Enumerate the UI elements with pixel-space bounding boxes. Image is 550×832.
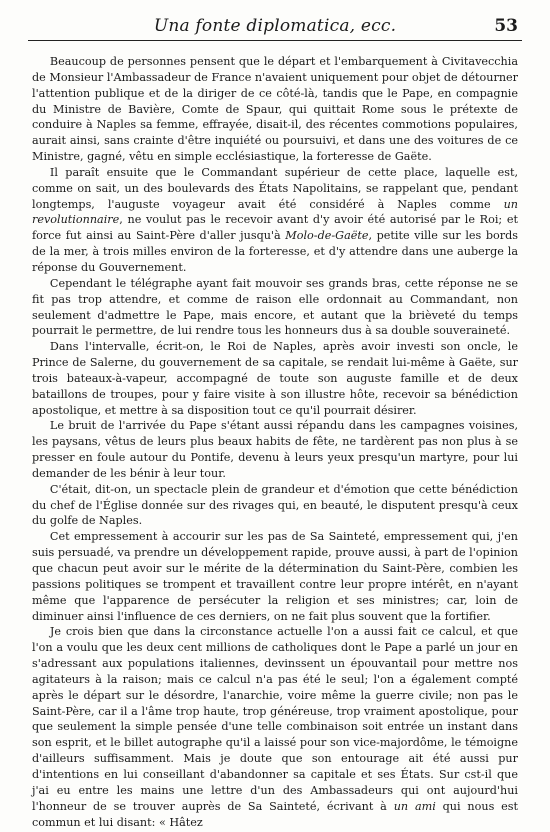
paragraph-text: , ne voulut pas le recevoir avant d'y avoir été autorisé par le Roi; et force fut ainsi au Saint-Père d'aller jusqu'à: [32, 213, 518, 243]
paragraph: [32, 165, 518, 276]
paragraph-text: Cet empressement à accourir sur les pas de Sa Sainteté, empressement qui, j'en suis persuadé, va prendre un développement rapide, prouve aussi, à part de l'opinion que chacun peut avoir sur le mérite de la détermination du Saint-Père, combien les passions politiques se trompent et travaillent contre leur propre intérêt, en n'ayant même que l'apparence de persécuter la religion et ses ministres; car, loin de diminuer ainsi l'influence de ces derniers, on ne fait plus souvent que la fortifier.: [32, 530, 518, 623]
paragraph: [32, 482, 518, 530]
body-text: [32, 54, 519, 829]
paragraph-text: C'était, dit-on, un spectacle plein de grandeur et d'émotion que cette bénédiction du chef de l'Église donnée sur des rivages qui, en beauté, le disputent presqu'à ceux du golfe de Naples.: [32, 482, 518, 528]
paragraph-text: Je crois bien que dans la circonstance actuelle l'on a aussi fait ce calcul, et que l'on a voulu que les deux cent millions de catholiques dont le Pape a parlé un jour en s'adressant aux populations italiennes, devinssent un épouvantail pour mettre nos agitateurs à la raison; mais ce calcul n'a pas été le seul; l'on a également compté après le départ sur le désordre, l'anarchie, voire même la guerre civile; non pas le Saint-Père, car il a l'âme trop haute, trop généreuse, trop vraiment apostolique, pour que seulement la simple pensée d'une telle combinaison soit entrée un instant dans son esprit, et le billet autographe qu'il a laissé pour son vice-majordôme, le témoigne d'ailleurs suffisamment. Mais je doute que son entourage ait été aussi pur d'intentions en lui conseillant d'abandonner sa capitale et ses États. Sur cst-il que j'ai eu entre les mains une lettre d'un des Ambassadeurs qui ont aujourd'hui l'honneur de se trouver auprès de Sa Sainteté, écrivant à: [32, 625, 518, 813]
page-number: 53: [494, 16, 518, 36]
page-header: [0, 16, 550, 40]
paragraph-text: Cependant le télégraphe ayant fait mouvoir ses grands bras, cette réponse ne se fit pas trop attendre, et comme de raison elle ordonnait au Commandant, non seulement d'admettre le Pape, mais encore, et autant que la brièveté du temps pourrait le permettre, de lui rendre tous les honneurs dus à sa double souveraineté.: [32, 276, 518, 338]
paragraph: [32, 529, 518, 624]
italic-text: un revolutionnaire: [32, 197, 518, 227]
paragraph: [32, 624, 518, 830]
paragraph-text: Beaucoup de personnes pensent que le départ et l'embarquement à Civitavecchia de Monsieur l'Ambassadeur de France n'avaient uniquement pour objet de détourner l'attention publique et de la diriger de ce côté-là, tandis que le Pape, en compagnie du Ministre de Bavière, Comte de Spaur, qui quittait Rome sous le prétexte de conduire à Naples sa femme, effrayée, disait-il, des récentes commotions populaires, aurait ainsi, sans crainte d'être inquiété ou poursuivi, et dans une des voitures de ce Ministre, gagné, vêtu en simple ecclésiastique, la forteresse de Gaëte.: [32, 55, 518, 164]
paragraph-text: Le bruit de l'arrivée du Pape s'étant aussi répandu dans les campagnes voisines, les paysans, vêtus de leurs plus beaux habits de fête, ne tardèrent pas non plus à se presser en foule autour du Pontife, devenu à leurs yeux presqu'un martyre, pour lui demander de les bénir à leur tour.: [32, 419, 518, 480]
paragraph: [32, 276, 518, 339]
paragraph-text: Dans l'intervalle, écrit-on, le Roi de Naples, après avoir investi son oncle, le Prince de Salerne, du gouvernement de sa capitale, se rendait lui-même à Gaëte, sur trois bateaux-à-vapeur, accompagné de toute son auguste famille et de deux bataillons de troupes, pour y faire visite à son illustre hôte, recevoir sa bénédiction apostolique, et mettre à sa disposition tout ce qu'il pourrait désirer.: [32, 340, 518, 417]
running-title: Una fonte diplomatica, ecc.: [153, 16, 397, 36]
header-rule: [28, 40, 522, 41]
paragraph-text: Il paraît ensuite que le Commandant supérieur de cette place, laquelle est, comme on sait, un des boulevards des États Napolitains, se rappelant que, pendant longtemps, l'auguste voyageur avait été considéré à Naples comme: [32, 165, 518, 211]
paragraph: [32, 339, 518, 418]
paragraph: [32, 418, 518, 481]
italic-text: un ami: [393, 799, 436, 813]
italic-text: Molo-de-Gaëte: [285, 229, 369, 243]
paragraph-text: , petite ville sur les bords de la mer, à trois milles environ de la forteresse, et d'y attendre dans une auberge la réponse du Gouvernement.: [32, 229, 519, 274]
paragraph-text: qui nous est commun et lui disant: « Hâtez: [32, 799, 519, 829]
paragraph: [32, 54, 518, 165]
